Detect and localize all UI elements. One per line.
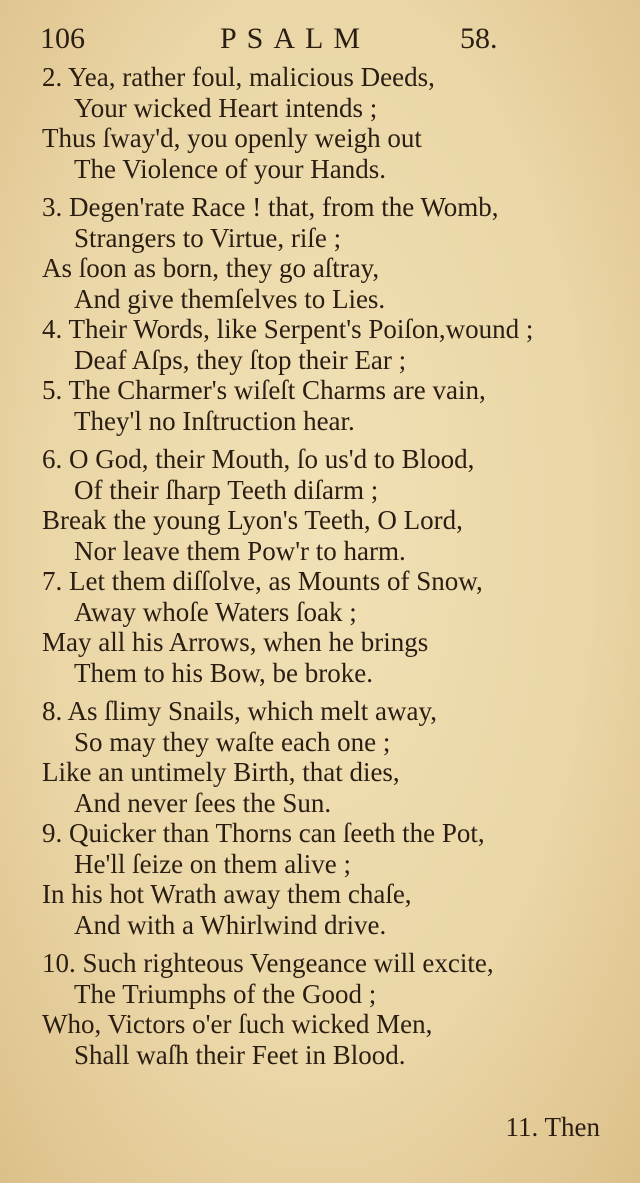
stanza bbox=[42, 566, 608, 688]
verse-line: May all his Arrows, when he brings bbox=[42, 627, 429, 657]
verse-line: The Violence of your Hands. bbox=[74, 153, 387, 184]
verse-line: And give themſelves to Lies. bbox=[74, 283, 386, 314]
verse-line: They'l no Inſtruction hear. bbox=[74, 405, 355, 436]
verse-line: Thus ſway'd, you openly weigh out bbox=[42, 123, 422, 153]
verse-line: Deaf Aſps, they ſtop their Ear ; bbox=[74, 344, 407, 375]
verse-line: Strangers to Virtue, riſe ; bbox=[74, 222, 342, 253]
stanza bbox=[42, 696, 608, 818]
verse-line: So may they waſte each one ; bbox=[74, 726, 391, 757]
verse-line: The Triumphs of the Good ; bbox=[74, 978, 377, 1009]
stanza bbox=[42, 948, 608, 1070]
verse-line: Like an untimely Birth, that dies, bbox=[42, 757, 400, 787]
verse-line: 3. Degen'rate Race ! that, from the Womb, bbox=[42, 192, 499, 222]
verse-line: 7. Let them diſſolve, as Mounts of Snow, bbox=[42, 566, 483, 596]
verse-line: Them to his Bow, be broke. bbox=[74, 657, 373, 688]
stanza bbox=[42, 314, 608, 436]
verse-line: Away whoſe Waters ſoak ; bbox=[74, 596, 357, 627]
page-header bbox=[40, 18, 600, 62]
verse-line: 4. Their Words, like Serpent's Poiſon,wound ; bbox=[42, 314, 534, 344]
verse-line: He'll ſeize on them alive ; bbox=[74, 848, 352, 879]
verse-line: 8. As ſlimy Snails, which melt away, bbox=[42, 696, 437, 726]
stanza bbox=[42, 444, 608, 566]
verse-line: 10. Such righteous Vengeance will excite, bbox=[42, 948, 494, 978]
running-title: PSALM bbox=[220, 22, 371, 55]
verse-line: Your wicked Heart intends ; bbox=[74, 92, 378, 123]
verse-line: As ſoon as born, they go aſtray, bbox=[42, 253, 380, 283]
verse-line: Who, Victors o'er ſuch wicked Men, bbox=[42, 1009, 433, 1039]
verse-line: Nor leave them Pow'r to harm. bbox=[74, 535, 406, 566]
verse-line: Break the young Lyon's Teeth, O Lord, bbox=[42, 505, 463, 535]
page-number: 106 bbox=[40, 22, 85, 55]
psalm-text bbox=[42, 62, 608, 1070]
verse-line: And with a Whirlwind drive. bbox=[74, 909, 387, 940]
stanza bbox=[42, 818, 608, 940]
verse-line: 5. The Charmer's wiſeſt Charms are vain, bbox=[42, 375, 486, 405]
verse-line: 9. Quicker than Thorns can ſeeth the Pot, bbox=[42, 818, 485, 848]
verse-line: 2. Yea, rather foul, malicious Deeds, bbox=[42, 62, 435, 92]
psalm-number: 58. bbox=[460, 22, 498, 55]
verse-line: 6. O God, their Mouth, ſo us'd to Blood, bbox=[42, 444, 475, 474]
stanza bbox=[42, 192, 608, 314]
stanza bbox=[42, 62, 608, 184]
verse-line: And never ſees the Sun. bbox=[74, 787, 332, 818]
verse-line: Shall waſh their Feet in Blood. bbox=[74, 1039, 406, 1070]
verse-line: In his hot Wrath away them chaſe, bbox=[42, 879, 412, 909]
catchword: 11. Then bbox=[505, 1112, 600, 1142]
verse-line: Of their ſharp Teeth diſarm ; bbox=[74, 474, 379, 505]
